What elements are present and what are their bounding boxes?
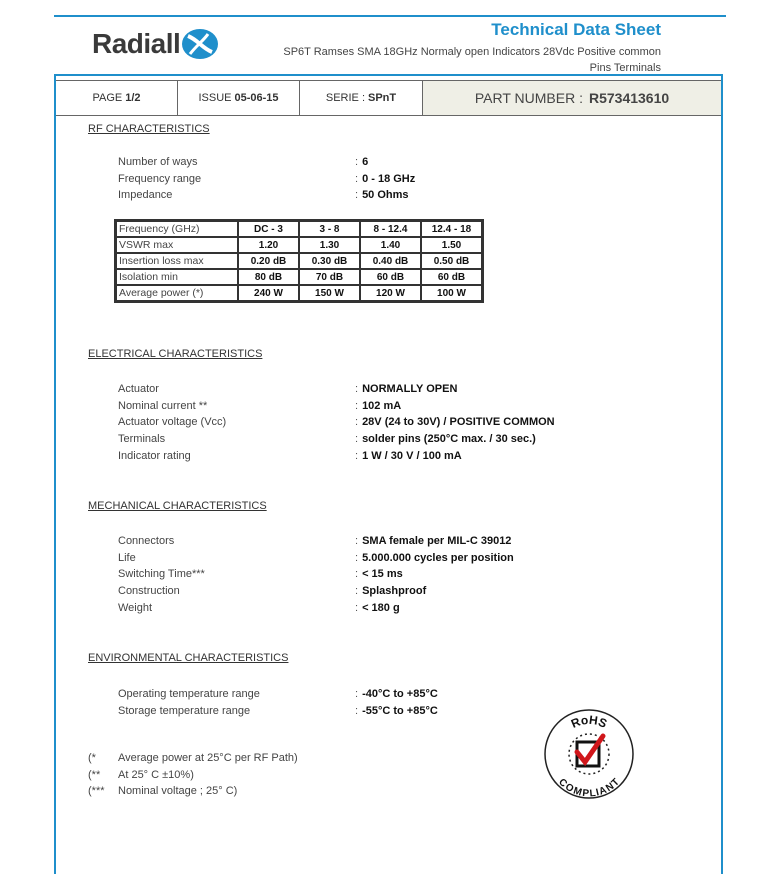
table-cell: 80 dB — [238, 269, 299, 285]
table-cell: 1.40 — [360, 237, 421, 253]
footnote-mark: (*** — [88, 785, 105, 797]
table-cell: 1.30 — [299, 237, 360, 253]
electrical-heading: ELECTRICAL CHARACTERISTICS — [88, 348, 263, 360]
item-value: : < 180 g — [355, 602, 400, 614]
list-item — [118, 154, 415, 171]
brand-name: Radiall — [92, 28, 181, 59]
issue-label: ISSUE — [198, 92, 232, 104]
item-label: Switching Time*** — [118, 568, 205, 581]
part-number-cell — [423, 81, 721, 115]
item-label: Impedance — [118, 189, 173, 202]
row-label: Insertion loss max — [116, 253, 239, 269]
list-item — [118, 187, 415, 204]
table-cell: 120 W — [360, 285, 421, 302]
item-label: Nominal current ** — [118, 399, 208, 412]
document-title: Technical Data Sheet — [491, 20, 661, 39]
list-item — [118, 447, 555, 464]
issue-value: 05-06-15 — [234, 92, 279, 104]
table-cell: 100 W — [421, 285, 483, 302]
info-bar — [56, 80, 721, 116]
table-cell: 0.50 dB — [421, 253, 483, 269]
item-value: : 28V (24 to 30V) / POSITIVE COMMON — [355, 416, 555, 428]
footnote-mark: (** — [88, 768, 101, 781]
list-item — [118, 381, 555, 398]
item-label: Storage temperature range — [118, 704, 251, 717]
footnote-text: Nominal voltage ; 25° C) — [118, 785, 238, 797]
item-value: : -40°C to +85°C — [355, 688, 438, 700]
column-header: 3 - 8 — [299, 221, 360, 238]
table-cell: 60 dB — [360, 269, 421, 285]
rf-table — [114, 219, 484, 303]
page-value: 1/2 — [125, 92, 141, 104]
item-label: Life — [118, 551, 136, 564]
serie-label: SERIE : — [325, 92, 365, 104]
item-value: : 5.000.000 cycles per position — [355, 552, 514, 564]
footnote-mark: (* — [88, 752, 96, 764]
electrical-list — [118, 381, 555, 464]
footnote-text: At 25° C ±10%) — [118, 768, 194, 781]
list-item — [118, 599, 514, 616]
item-value: : Splashproof — [355, 585, 426, 597]
table-row — [116, 253, 483, 269]
column-header: 12.4 - 18 — [421, 221, 483, 238]
rf-heading: RF CHARACTERISTICS — [88, 123, 210, 135]
item-label: Construction — [118, 585, 180, 598]
table-header-label: Frequency (GHz) — [116, 221, 239, 238]
serie-value: SPnT — [368, 92, 397, 104]
item-value: : 102 mA — [355, 400, 401, 412]
item-label: Actuator voltage (Vcc) — [118, 416, 227, 429]
table-row — [116, 285, 483, 302]
column-header: DC - 3 — [238, 221, 299, 238]
rohs-top-text: RoHS — [569, 712, 610, 731]
table-cell: 70 dB — [299, 269, 360, 285]
environmental-heading: ENVIRONMENTAL CHARACTERISTICS — [88, 652, 289, 664]
environmental-list — [118, 686, 438, 719]
header-rule — [54, 15, 726, 17]
list-item — [118, 431, 555, 448]
radiall-logo — [92, 28, 180, 60]
list-item — [118, 566, 514, 583]
item-label: Operating temperature range — [118, 688, 260, 701]
page-cell — [56, 81, 178, 115]
table-cell: 60 dB — [421, 269, 483, 285]
list-item — [118, 703, 438, 720]
item-value: : 0 - 18 GHz — [355, 173, 415, 185]
table-row — [116, 237, 483, 253]
mechanical-heading: MECHANICAL CHARACTERISTICS — [88, 500, 267, 512]
table-cell: 0.30 dB — [299, 253, 360, 269]
table-cell: 0.20 dB — [238, 253, 299, 269]
row-label: Average power (*) — [116, 285, 239, 302]
item-label: Indicator rating — [118, 449, 191, 462]
item-label: Frequency range — [118, 172, 202, 185]
item-value: : -55°C to +85°C — [355, 705, 438, 717]
item-value: : NORMALLY OPEN — [355, 383, 457, 395]
radiall-swirl-icon — [178, 26, 222, 62]
footnote — [88, 752, 298, 769]
rohs-compliant-badge — [541, 706, 637, 802]
table-cell: 150 W — [299, 285, 360, 302]
list-item — [118, 583, 514, 600]
table-cell: 0.40 dB — [360, 253, 421, 269]
item-value: : < 15 ms — [355, 568, 403, 580]
column-header: 8 - 12.4 — [360, 221, 421, 238]
part-number-label: PART NUMBER : — [474, 90, 583, 106]
table-header-row — [116, 221, 483, 238]
item-label: Connectors — [118, 535, 175, 548]
list-item — [118, 398, 555, 415]
list-item — [118, 550, 514, 567]
footnotes — [88, 752, 298, 802]
item-label: Terminals — [118, 433, 166, 446]
list-item — [118, 533, 514, 550]
row-label: Isolation min — [116, 269, 239, 285]
item-value: : 6 — [355, 156, 368, 168]
footnote — [88, 769, 298, 786]
item-value: : 1 W / 30 V / 100 mA — [355, 450, 462, 462]
document-subtitle: SP6T Ramses SMA 18GHz Normaly open Indicators 28Vdc Positive common Pins Terminals — [283, 46, 661, 74]
datasheet-frame — [54, 74, 723, 874]
item-label: Weight — [118, 601, 153, 614]
item-value: : solder pins (250°C max. / 30 sec.) — [355, 433, 536, 445]
table-row — [116, 269, 483, 285]
list-item — [118, 686, 438, 703]
list-item — [118, 414, 555, 431]
rohs-bottom-text: COMPLIANT — [556, 776, 622, 800]
table-cell: 240 W — [238, 285, 299, 302]
footnote-text: Average power at 25°C per RF Path) — [118, 752, 298, 764]
row-label: VSWR max — [116, 237, 239, 253]
serie-cell — [300, 81, 423, 115]
item-label: Actuator — [118, 383, 159, 396]
item-value: : 50 Ohms — [355, 189, 409, 201]
table-cell: 1.20 — [238, 237, 299, 253]
part-number-value: R573413610 — [588, 90, 670, 106]
mechanical-list — [118, 533, 514, 616]
item-value: : SMA female per MIL-C 39012 — [355, 535, 511, 547]
rf-list — [118, 154, 415, 204]
item-label: Number of ways — [118, 156, 198, 169]
footnote — [88, 785, 298, 802]
list-item — [118, 171, 415, 188]
table-cell: 1.50 — [421, 237, 483, 253]
page-label: PAGE — [92, 92, 123, 104]
issue-cell — [178, 81, 300, 115]
